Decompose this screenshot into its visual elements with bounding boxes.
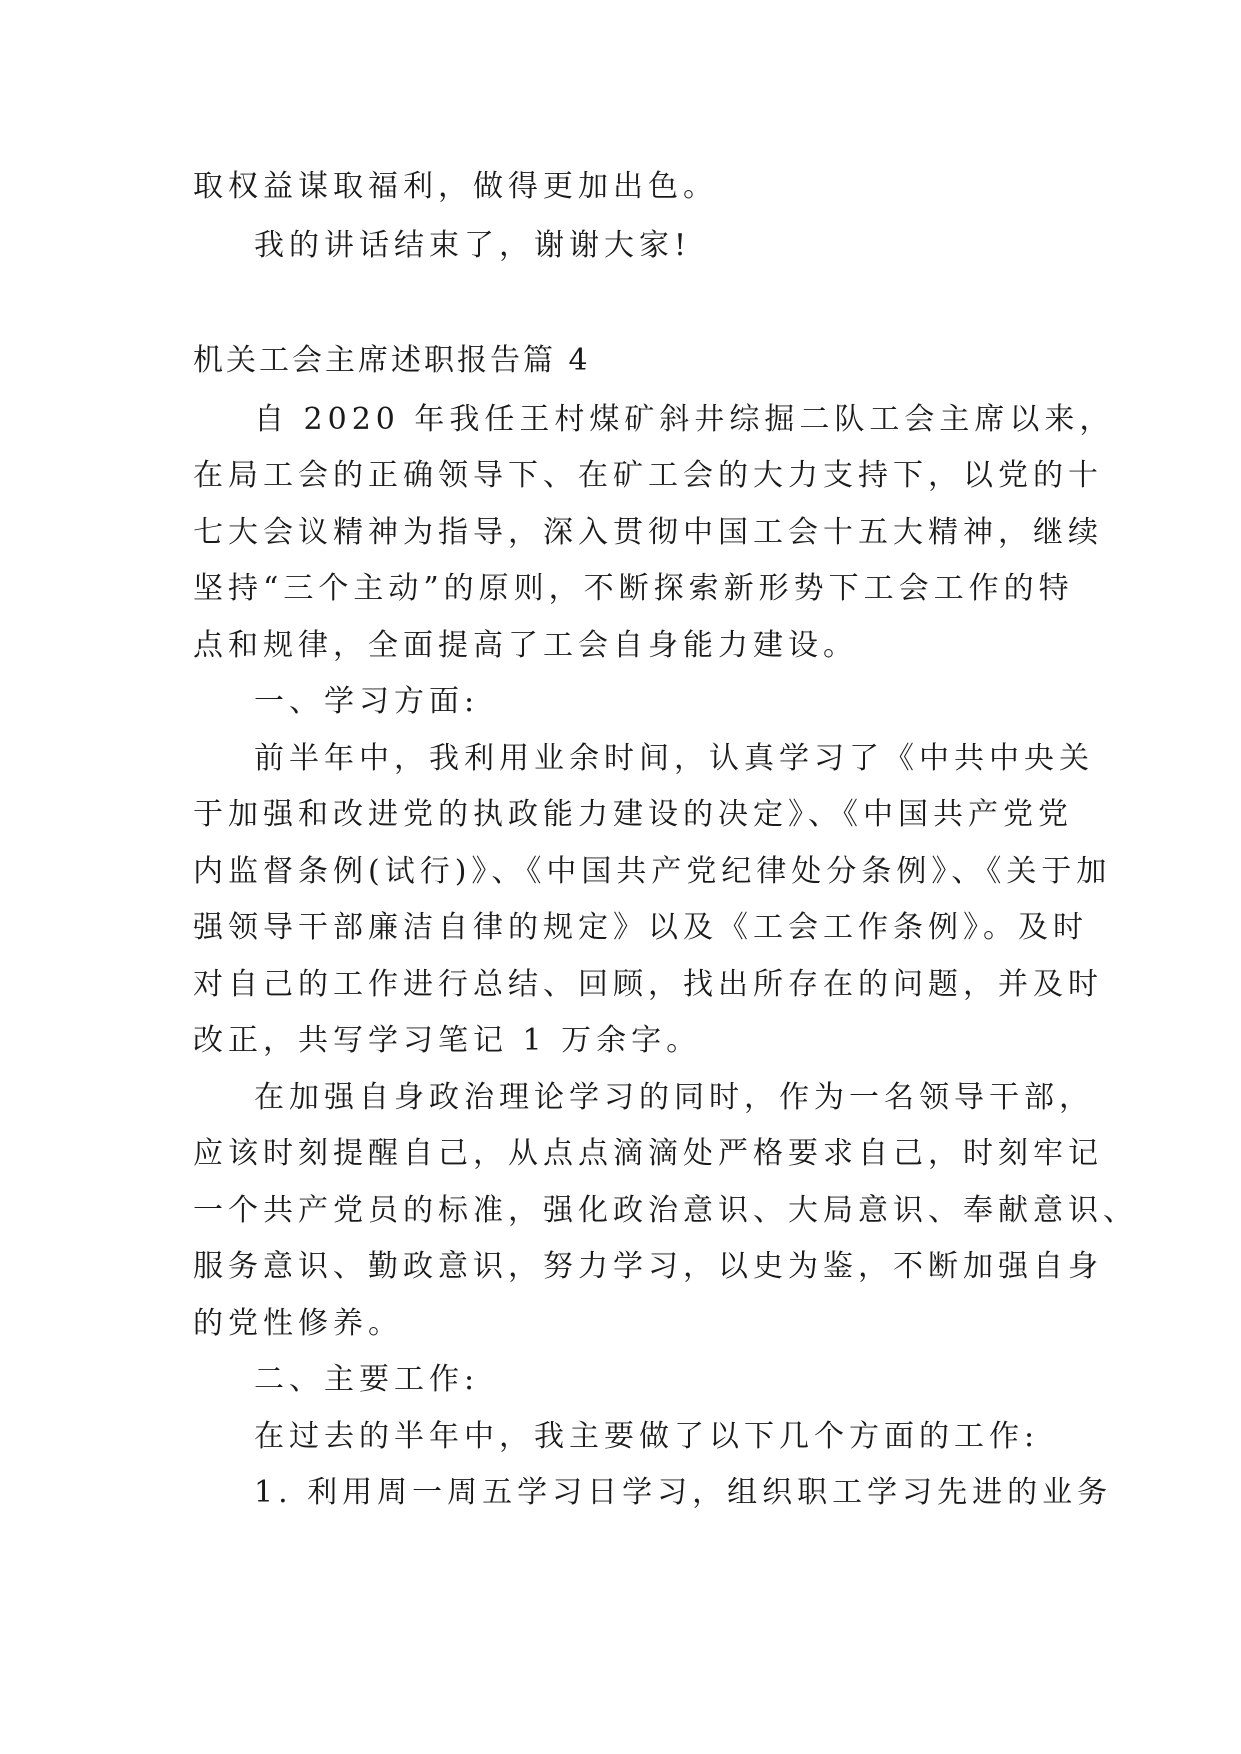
paragraph-line: 点和规律，全面提高了工会自身能力建设。 xyxy=(193,628,858,663)
paragraph-line: 在加强自身政治理论学习的同时，作为一名领导干部， xyxy=(254,1080,1094,1115)
paragraph-line: 改正，共写学习笔记 1 万余字。 xyxy=(193,1023,702,1058)
paragraph-line: 应该时刻提醒自己，从点点滴滴处严格要求自己，时刻牢记 xyxy=(193,1136,1103,1171)
paragraph-line: 内监督条例(试行)》、《中国共产党纪律处分条例》、《关于加 xyxy=(193,854,1112,889)
paragraph-line: 的党性修养。 xyxy=(193,1306,403,1341)
paragraph-line: 坚持“三个主动”的原则，不断探索新形势下工会工作的特 xyxy=(193,571,1074,606)
paragraph-line: 1. 利用周一周五学习日学习，组织职工学习先进的业务 xyxy=(254,1475,1113,1510)
subsection-heading: 一、学习方面: xyxy=(254,684,480,719)
paragraph-line: 七大会议精神为指导，深入贯彻中国工会十五大精神，继续 xyxy=(193,515,1103,550)
paragraph-line: 自 2020 年我任王村煤矿斜井综掘二队工会主席以来， xyxy=(254,402,1115,437)
paragraph-line: 对自己的工作进行总结、回顾，找出所存在的问题，并及时 xyxy=(193,967,1103,1002)
paragraph-line: 取权益谋取福利，做得更加出色。 xyxy=(193,169,718,204)
paragraph-line: 强领导干部廉洁自律的规定》以及《工会工作条例》。及时 xyxy=(193,910,1088,945)
paragraph-line: 于加强和改进党的执政能力建设的决定》、《中国共产党党 xyxy=(193,797,1073,832)
section-heading: 机关工会主席述职报告篇 4 xyxy=(193,343,591,378)
paragraph-line: 在过去的半年中，我主要做了以下几个方面的工作: xyxy=(254,1419,1040,1454)
subsection-heading: 二、主要工作: xyxy=(254,1362,480,1397)
paragraph-line: 我的讲话结束了，谢谢大家! xyxy=(254,228,692,263)
paragraph-line: 一个共产党员的标准，强化政治意识、大局意识、奉献意识、 xyxy=(193,1193,1138,1228)
paragraph-line: 前半年中，我利用业余时间，认真学习了《中共中央关 xyxy=(254,741,1094,776)
paragraph-line: 服务意识、勤政意识，努力学习，以史为鉴，不断加强自身 xyxy=(193,1249,1103,1284)
paragraph-line: 在局工会的正确领导下、在矿工会的大力支持下，以党的十 xyxy=(193,458,1103,493)
